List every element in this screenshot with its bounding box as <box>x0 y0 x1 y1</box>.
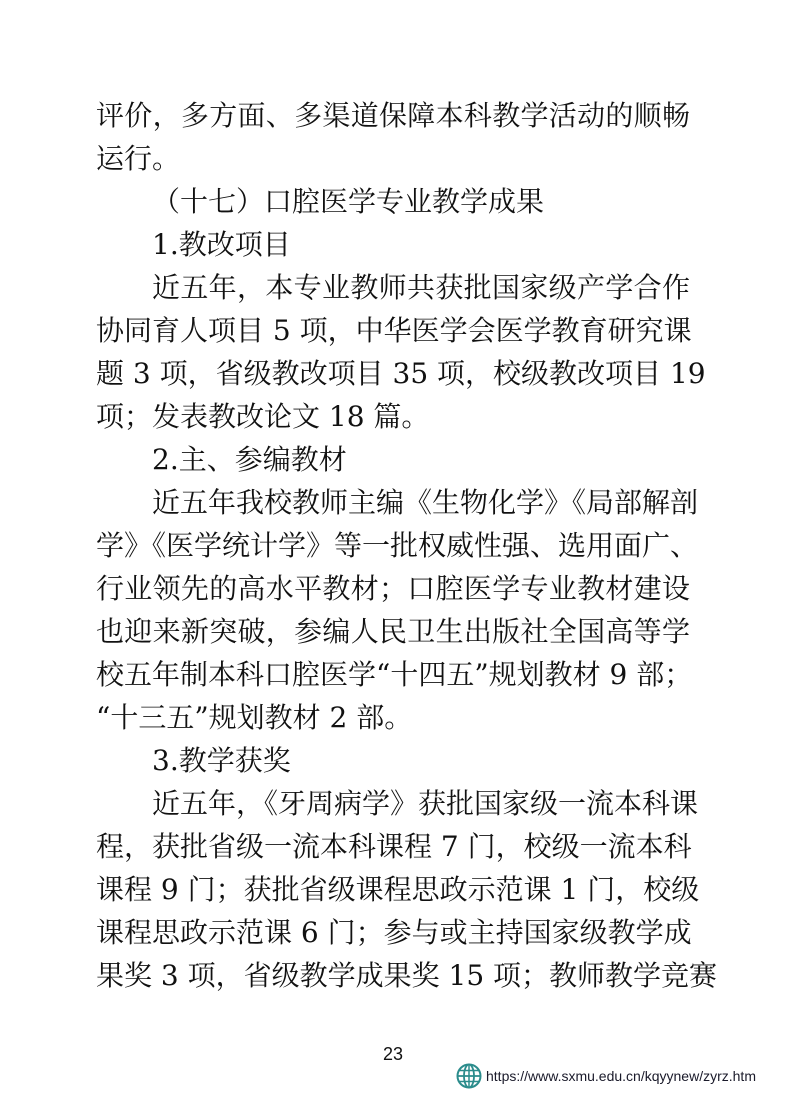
text-line: 果奖 3 项，省级教学成果奖 15 项；教师教学竞赛 <box>96 959 718 992</box>
text-line: 学》《医学统计学》等一批权威性强、选用面广、 <box>96 529 699 562</box>
text-line: 校五年制本科口腔医学“十四五”规划教材 9 部； <box>96 658 693 691</box>
text-line: 课程 9 门；获批省级课程思政示范课 1 门，校级 <box>96 873 700 906</box>
text-line: （十七）口腔医学专业教学成果 <box>152 185 545 218</box>
text-line: 1.教改项目 <box>152 228 291 261</box>
text-line: 项；发表教改论文 18 篇。 <box>96 400 430 433</box>
text-line: 3.教学获奖 <box>152 744 291 777</box>
globe-icon <box>456 1063 482 1089</box>
footer-url[interactable]: https://www.sxmu.edu.cn/kqyynew/zyrz.htm <box>486 1068 756 1084</box>
text-line: 2.主、参编教材 <box>152 443 347 476</box>
text-line: 程，获批省级一流本科课程 7 门，校级一流本科 <box>96 830 692 863</box>
text-line: 课程思政示范课 6 门；参与或主持国家级教学成 <box>96 916 692 949</box>
text-line: 评价，多方面、多渠道保障本科教学活动的顺畅 <box>96 99 690 132</box>
footer-link[interactable] <box>456 1062 756 1090</box>
text-line: 行业领先的高水平教材；口腔医学专业教材建设 <box>96 572 690 605</box>
page-number: 23 <box>382 1044 404 1064</box>
text-line: 协同育人项目 5 项，中华医学会医学教育研究课 <box>96 314 692 347</box>
text-line: 运行。 <box>96 142 181 175</box>
text-line: 近五年，本专业教师共获批国家级产学合作 <box>152 271 690 304</box>
body-text <box>96 94 718 997</box>
text-line: 近五年我校教师主编《生物化学》《局部解剖 <box>152 486 699 519</box>
text-line: “十三五”规划教材 2 部。 <box>96 701 413 734</box>
text-line: 近五年，《牙周病学》获批国家级一流本科课 <box>152 787 699 820</box>
text-line: 题 3 项，省级教改项目 35 项，校级教改项目 19 <box>96 357 706 390</box>
text-line: 也迎来新突破，参编人民卫生出版社全国高等学 <box>96 615 690 648</box>
